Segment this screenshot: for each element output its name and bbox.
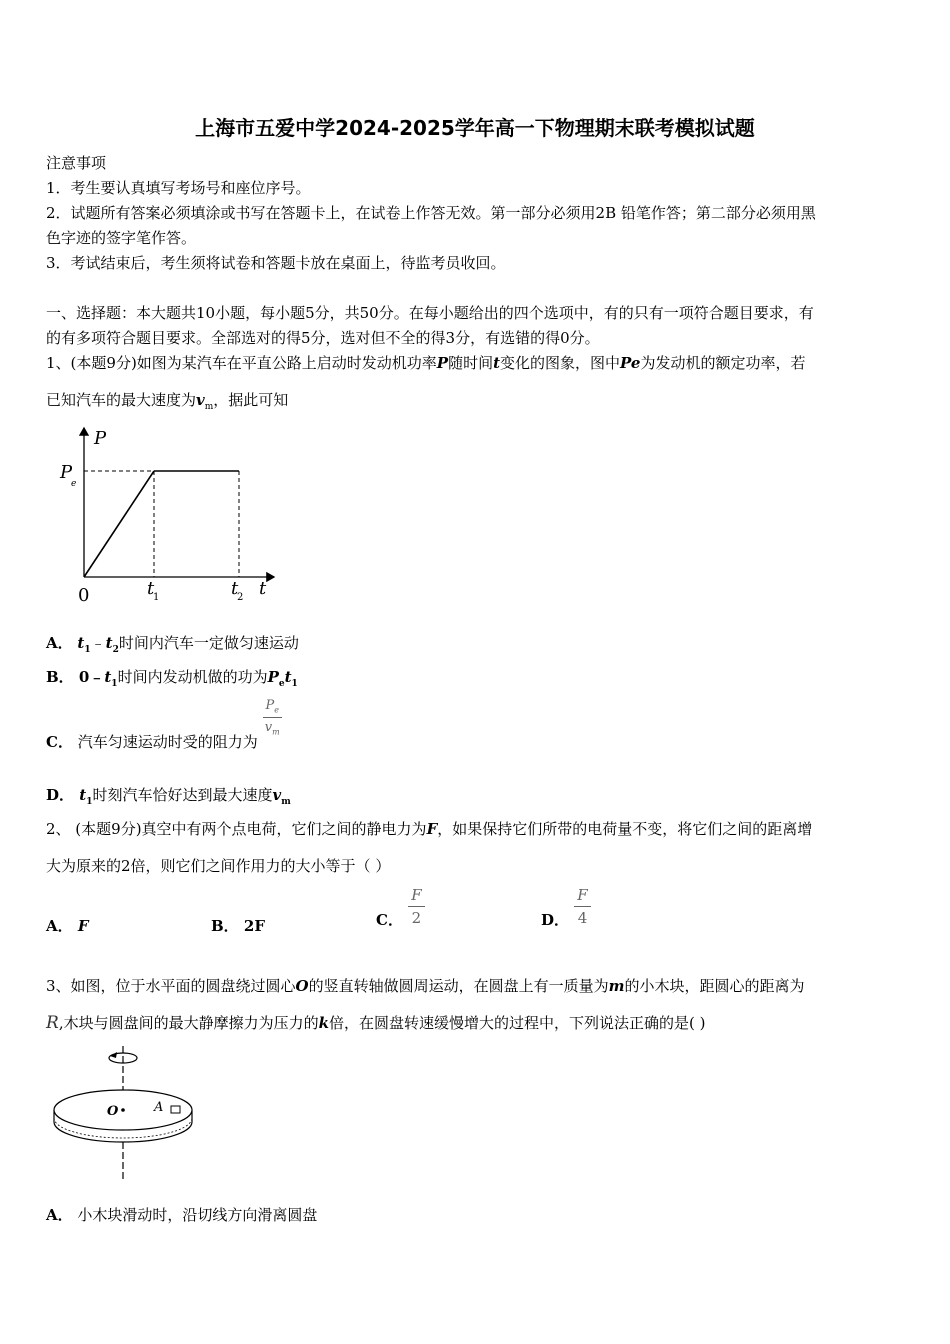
center-label: O [107, 1104, 119, 1119]
question-1-stem: 1、(本题9分)如图为某汽车在平直公路上启动时发动机功率P随时间t变化的图象，图中Pe为发动机的额定功率，若 [46, 354, 806, 372]
t1-label-sub: 1 [153, 592, 160, 603]
q1-option-b: B． $0﹣t_1$时间内发动机做的功为$P_et_1$ [46, 668, 298, 689]
resistance-fraction: $\frac{P_e}{v_m}$ [263, 698, 282, 736]
y-axis-label: P [94, 428, 107, 449]
pe-label: P [60, 462, 73, 483]
power-time-graph [50, 420, 290, 610]
q1-option-d: D． $t_1$时刻汽车恰好达到最大速度$v_m$ [46, 786, 291, 807]
page-title: 上海市五爱中学2024-2025学年高一下物理期末联考模拟试题 [195, 116, 755, 140]
question-1-stem-line2: 已知汽车的最大速度为$v_m$，据此可知 [46, 391, 289, 412]
section-intro: 一、选择题：本大题共10小题，每小题5分，共50分。在每小题给出的四个选项中，有的只有一项符合题目要求，有 [46, 304, 814, 322]
q2-option-a: A． F [46, 917, 89, 935]
t2-label-sub: 2 [237, 592, 244, 603]
q3-option-a: A． 小木块滑动时，沿切线方向滑离圆盘 [46, 1206, 318, 1224]
rotating-disk-figure [50, 1042, 210, 1182]
q2-option-d: D． $\frac{F}{4}$ [541, 886, 591, 927]
pe-label-sub: e [71, 479, 77, 489]
question-2-stem: 2、 (本题9分)真空中有两个点电荷，它们之间的静电力为F，如果保持它们所带的电荷量不变，将它们之间的距离增 [46, 820, 813, 838]
block-label: A [154, 1100, 164, 1115]
x-axis-label: t [259, 578, 267, 599]
question-3-stem-line2: R,木块与圆盘间的最大静摩擦力为压力的k倍，在圆盘转速缓慢增大的过程中，下列说法正确的是( ) [46, 1013, 706, 1033]
ramp-line [84, 471, 154, 577]
question-3-stem: 3、如图，位于水平面的圆盘绕过圆心O的竖直转轴做圆周运动，在圆盘上有一质量为m的小木块，距圆心的距离为 [46, 977, 805, 995]
t1-label: t [147, 578, 155, 599]
q2-option-c: C． $\frac{F}{2}$ [376, 886, 425, 927]
q1-option-c: C． 汽车匀速运动时受的阻力为 $\frac{P_e}{v_m}$ [46, 698, 282, 748]
disk-center-dot [121, 1108, 125, 1112]
notice-item: 1．考生要认真填写考场号和座位序号。 [46, 179, 311, 197]
wood-block [171, 1106, 180, 1113]
section-intro: 的有多项符合题目要求。全部选对的得5分，选对但不全的得3分，有选错的得0分。 [46, 329, 600, 347]
question-2-stem-line2: 大为原来的2倍，则它们之间作用力的大小等于（ ） [46, 857, 391, 875]
notice-item: 色字迹的签字笔作答。 [46, 229, 197, 247]
notice-item: 3．考试结束后，考生须将试卷和答题卡放在桌面上，待监考员收回。 [46, 254, 506, 272]
q2-option-b: B． 2F [211, 917, 266, 935]
q1-option-a: A． $t_1﹣t_2$时间内汽车一定做匀速运动 [46, 634, 299, 655]
t2-label: t [231, 578, 239, 599]
notice-item: 2．试题所有答案必须填涂或书写在答题卡上，在试卷上作答无效。第一部分必须用2B 铅笔作答；第二部分必须用黑 [46, 204, 816, 222]
notice-heading: 注意事项 [46, 154, 107, 172]
origin-label: 0 [78, 585, 90, 606]
